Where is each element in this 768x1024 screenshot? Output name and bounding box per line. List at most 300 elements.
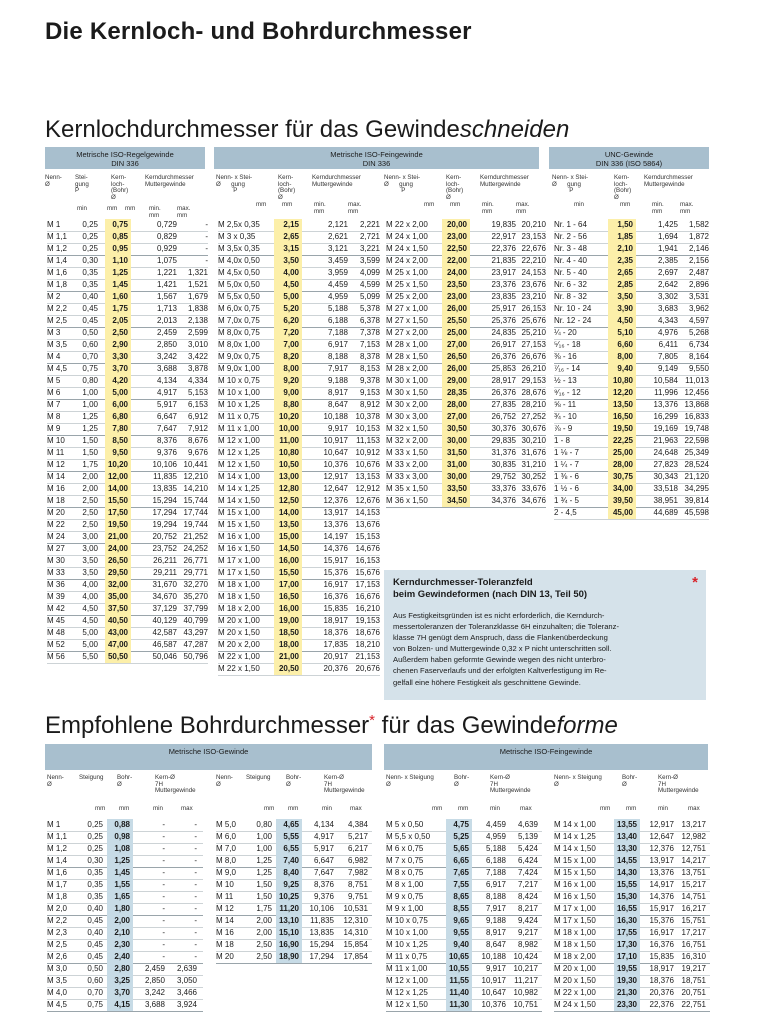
table-cell: - xyxy=(162,892,165,901)
table-cell: 0,829 xyxy=(156,232,177,241)
highlight-cell: 27,00 xyxy=(442,411,470,423)
table-row xyxy=(47,543,208,555)
highlight-cell: 19,55 xyxy=(614,963,640,975)
table-cell: 5,378 xyxy=(359,304,380,313)
highlight-cell: 21,30 xyxy=(614,987,640,999)
highlight-cell: 19,50 xyxy=(105,519,131,531)
table-cell: M 7 x 0,75 xyxy=(386,856,424,865)
table-cell: 8,164 xyxy=(688,352,709,361)
table-cell: M 6,0 xyxy=(216,832,237,841)
table-row xyxy=(47,975,203,987)
table-cell: 4,459 xyxy=(327,280,348,289)
highlight-cell: 0,98 xyxy=(107,831,133,843)
table-cell: 11,835 xyxy=(153,472,177,481)
column-header: Nenn- x Stei- Ø gung P xyxy=(384,174,421,195)
table-cell: Nr. 12 - 24 xyxy=(554,316,592,325)
table-cell: - xyxy=(194,928,197,937)
table-cell: 2,50 xyxy=(256,952,272,961)
table-row xyxy=(218,591,380,603)
table-row xyxy=(554,267,709,279)
table-row xyxy=(47,459,208,471)
banner-line: UNC-Gewinde xyxy=(604,150,654,159)
table-row xyxy=(218,399,380,411)
table-cell: 44,689 xyxy=(653,508,678,517)
table-cell: 27,823 xyxy=(653,460,678,469)
table-cell: M 5,0x 0,50 xyxy=(218,280,260,289)
highlight-cell: 6,20 xyxy=(274,315,302,327)
table-cell: M 30 xyxy=(47,556,65,565)
table-cell: 1,75 xyxy=(256,904,272,913)
table-cell: 11,013 xyxy=(685,376,709,385)
table-cell: 20,210 xyxy=(521,220,546,229)
column-header: mm xyxy=(432,805,443,812)
table-cell: 4,917 xyxy=(313,832,334,841)
highlight-cell: 14,50 xyxy=(274,543,302,555)
table-cell: 9,424 xyxy=(517,916,538,925)
table-row xyxy=(554,843,710,855)
table-cell: 31,670 xyxy=(152,580,177,589)
table-cell: 9,188 xyxy=(327,376,348,385)
highlight-cell: 2,15 xyxy=(274,219,302,231)
table-row xyxy=(386,999,542,1011)
table-row xyxy=(386,987,542,999)
highlight-cell: 16,55 xyxy=(614,903,640,915)
highlight-cell: 9,40 xyxy=(608,363,636,375)
table-cell: M 16 xyxy=(47,484,65,493)
column-header: Nenn- Ø xyxy=(47,774,64,788)
table-cell: 0,75 xyxy=(82,364,98,373)
table-cell: 1,075 xyxy=(156,256,177,265)
table-cell: 0,40 xyxy=(87,928,103,937)
table-row xyxy=(554,495,709,507)
table-cell: M 20 x 1,00 xyxy=(554,964,596,973)
table-row xyxy=(218,471,380,483)
column-header: mm xyxy=(424,201,435,208)
highlight-cell: 3,50 xyxy=(608,291,636,303)
table-cell: 2,850 xyxy=(156,340,177,349)
highlight-cell: 9,20 xyxy=(274,375,302,387)
table-cell: 14,217 xyxy=(681,856,706,865)
table-row xyxy=(218,387,380,399)
table-cell: 17,217 xyxy=(681,928,706,937)
table-cell: 16,833 xyxy=(684,412,709,421)
banner-line: Metrische ISO-Gewinde xyxy=(168,747,249,756)
table-cell: M 4,5 xyxy=(47,1000,68,1009)
table-row xyxy=(47,255,208,267)
table-cell: 23,210 xyxy=(521,292,546,301)
table-cell: 5,139 xyxy=(517,832,538,841)
table-cell: 2,721 xyxy=(359,232,380,241)
table-cell: 16,751 xyxy=(681,940,706,949)
table-cell: 20,752 xyxy=(152,532,177,541)
tolerance-title: Kerndurchmesser-Toleranzfeld beim Gewindeformen (nach DIN 13, Teil 50) xyxy=(393,577,588,600)
column-header: Steigung xyxy=(246,774,271,781)
table-cell: 4,00 xyxy=(82,592,98,601)
table-cell: 2,621 xyxy=(327,232,348,241)
highlight-cell: 1,10 xyxy=(105,255,131,267)
highlight-cell: 2,40 xyxy=(107,951,133,963)
highlight-cell: 7,00 xyxy=(274,339,302,351)
table-cell: 10,424 xyxy=(513,952,538,961)
table-cell: 16,917 xyxy=(323,580,348,589)
table-cell: M 20 x 1,50 xyxy=(554,976,596,985)
column-header: mm xyxy=(450,201,461,208)
highlight-cell: 8,50 xyxy=(105,435,131,447)
table-cell: 20,376 xyxy=(323,664,348,673)
table-cell: 10,376 xyxy=(481,1000,506,1009)
highlight-cell: 7,65 xyxy=(446,867,472,879)
table-cell: 15,217 xyxy=(681,880,706,889)
table-cell: 21,153 xyxy=(355,652,380,661)
highlight-cell: 1,55 xyxy=(107,879,133,891)
table-cell: 31,376 xyxy=(491,448,516,457)
table-row xyxy=(47,567,208,579)
highlight-cell: 1,45 xyxy=(105,279,131,291)
table-cell: ⁹⁄₁₆ - 12 xyxy=(554,388,581,397)
table-cell: 8,982 xyxy=(517,940,538,949)
table-cell: 17,153 xyxy=(355,580,380,589)
table-cell: 0,80 xyxy=(82,376,98,385)
table-row xyxy=(386,363,546,375)
highlight-cell: 2,65 xyxy=(608,267,636,279)
table-cell: M 48 xyxy=(47,628,65,637)
table-cell: M 27 x 1,00 xyxy=(386,304,428,313)
highlight-cell: 4,15 xyxy=(107,999,133,1011)
table-cell: - xyxy=(162,940,165,949)
highlight-cell: 10,50 xyxy=(274,459,302,471)
table-cell: 19,835 xyxy=(491,220,516,229)
highlight-cell: 9,65 xyxy=(446,915,472,927)
banner-iso-gewinde xyxy=(45,744,372,770)
table-cell: 8,676 xyxy=(187,436,208,445)
table-cell: 34,376 xyxy=(491,496,516,505)
table-cell: 20,917 xyxy=(323,652,348,661)
table-cell: 0,729 xyxy=(156,220,177,229)
table-cell: M 2,5 xyxy=(47,940,68,949)
table-row xyxy=(47,651,208,663)
table-cell: M 52 xyxy=(47,640,65,649)
table-cell: 15,294 xyxy=(152,496,177,505)
table-row xyxy=(47,447,208,459)
table-cell: M 22 x 1,00 xyxy=(218,652,260,661)
table-cell: 27,153 xyxy=(521,340,546,349)
table-cell: 13,376 xyxy=(323,520,348,529)
column-header: mm xyxy=(600,805,611,812)
table-row xyxy=(554,219,709,231)
table-row xyxy=(47,219,208,231)
table-cell: M 18 xyxy=(47,496,65,505)
table-cell: M 32 x 2,00 xyxy=(386,436,428,445)
table-cell: 4,099 xyxy=(359,268,380,277)
table-cell: 7,912 xyxy=(187,424,208,433)
table-cell: 17,835 xyxy=(323,640,348,649)
table-cell: M 1,7 xyxy=(47,880,68,889)
table-cell: 10,584 xyxy=(653,376,678,385)
highlight-cell: 43,00 xyxy=(105,627,131,639)
highlight-cell: 25,00 xyxy=(442,327,470,339)
table-cell: 15,917 xyxy=(323,556,348,565)
table-row xyxy=(47,999,203,1011)
table-row xyxy=(554,375,709,387)
table-cell: 0,35 xyxy=(82,280,98,289)
table-cell: 38,951 xyxy=(653,496,678,505)
table-cell: 0,80 xyxy=(256,820,272,829)
table-cell: 18,751 xyxy=(681,976,706,985)
table-row xyxy=(386,819,542,831)
table-cell: 22,210 xyxy=(521,256,546,265)
table-cell: M 10 x 1,00 xyxy=(218,388,260,397)
highlight-cell: 20,50 xyxy=(274,663,302,675)
table-cell: M 12 x 1,25 xyxy=(218,448,260,457)
table-cell: M 16 x 1,00 xyxy=(218,532,260,541)
table-row xyxy=(47,483,208,495)
highlight-cell: 11,55 xyxy=(446,975,472,987)
table-cell: M 10 xyxy=(216,880,234,889)
table-row xyxy=(218,627,380,639)
table-row xyxy=(554,411,709,423)
table-cell: 15,854 xyxy=(343,940,368,949)
highlight-cell: 19,50 xyxy=(608,423,636,435)
highlight-cell: 2,35 xyxy=(608,255,636,267)
table-cell: 6,647 xyxy=(156,412,177,421)
table-cell: - xyxy=(162,868,165,877)
table-cell: 1,25 xyxy=(82,412,98,421)
table-row xyxy=(554,387,709,399)
table-cell: 26,771 xyxy=(183,556,208,565)
table-cell: - xyxy=(194,940,197,949)
highlight-cell: 47,00 xyxy=(105,639,131,651)
highlight-cell: 34,00 xyxy=(608,483,636,495)
highlight-cell: 14,30 xyxy=(614,867,640,879)
table-cell: 1,00 xyxy=(256,844,272,853)
highlight-cell: 0,75 xyxy=(105,219,131,231)
table-row xyxy=(216,819,372,831)
table-cell: 19,744 xyxy=(183,520,208,529)
table-row xyxy=(386,303,546,315)
highlight-cell: 1,80 xyxy=(107,903,133,915)
table-cell: 20,751 xyxy=(681,988,706,997)
table-row xyxy=(218,219,380,231)
table-cell: 2,50 xyxy=(256,940,272,949)
table-cell: 4,00 xyxy=(82,580,98,589)
table-row xyxy=(47,351,208,363)
table-row xyxy=(554,483,709,495)
table-cell: 3,466 xyxy=(176,988,197,997)
table-cell: M 27 x 1,50 xyxy=(386,316,428,325)
table-cell: - xyxy=(162,856,165,865)
table-cell: 7,982 xyxy=(347,868,368,877)
table-row xyxy=(386,903,542,915)
table-cell: 0,30 xyxy=(82,256,98,265)
table-cell: 3,050 xyxy=(176,976,197,985)
table-cell: 5,268 xyxy=(688,328,709,337)
table-cell: M 8 x 1,00 xyxy=(386,880,424,889)
highlight-cell: 2,10 xyxy=(608,243,636,255)
table-cell: 26,752 xyxy=(491,412,516,421)
table-cell: M 56 xyxy=(47,652,65,661)
highlight-cell: 35,00 xyxy=(105,591,131,603)
table-row xyxy=(386,243,546,255)
table-cell: 10,153 xyxy=(355,424,380,433)
table-row xyxy=(47,879,203,891)
banner-line: DIN 336 (ISO 5864) xyxy=(595,159,663,168)
table-cell: M 27 xyxy=(47,544,65,553)
banner-iso-feingewinde xyxy=(214,147,539,169)
table-cell: 1 ⅛ - 7 xyxy=(554,448,579,457)
table-cell: 3,599 xyxy=(359,256,380,265)
heading-italic: schneiden xyxy=(459,116,570,143)
table-cell: 0,45 xyxy=(87,952,103,961)
column-header: Kerndurchmesser Muttergewinde xyxy=(480,174,529,188)
table-cell: 43,297 xyxy=(183,628,208,637)
table-cell: M 32 x 1,50 xyxy=(386,424,428,433)
highlight-cell: 30,75 xyxy=(608,471,636,483)
table-cell: 2,00 xyxy=(256,928,272,937)
table-cell: 24,648 xyxy=(653,448,678,457)
table-row xyxy=(47,375,208,387)
table-cell: 1,679 xyxy=(187,292,208,301)
highlight-cell: 15,30 xyxy=(614,891,640,903)
table-cell: 1 ¼ - 7 xyxy=(554,460,579,469)
highlight-cell: 13,10 xyxy=(276,915,302,927)
table-cell: 8,217 xyxy=(517,904,538,913)
highlight-cell: 11,00 xyxy=(274,435,302,447)
column-header: min. mm xyxy=(149,205,161,219)
highlight-cell: 25,50 xyxy=(442,315,470,327)
table-row xyxy=(47,951,203,963)
highlight-cell: 4,65 xyxy=(276,819,302,831)
table-cell: 40,799 xyxy=(183,616,208,625)
table-cell: M 18 x 2,00 xyxy=(218,604,260,613)
table-row xyxy=(218,495,380,507)
table-cell: 4,976 xyxy=(657,328,678,337)
table-cell: 8,647 xyxy=(485,940,506,949)
highlight-cell: 2,50 xyxy=(105,327,131,339)
table-cell: 6,188 xyxy=(327,316,348,325)
table-cell: M 12 xyxy=(216,904,234,913)
asterisk-mark: * xyxy=(369,712,376,729)
table-cell: M 28 x 2,00 xyxy=(386,364,428,373)
table-cell: 19,169 xyxy=(653,424,678,433)
highlight-cell: 4,50 xyxy=(608,315,636,327)
table-cell: M 9 x 1,00 xyxy=(386,904,424,913)
table-cell: 16,917 xyxy=(649,928,674,937)
table-cell: 17,854 xyxy=(343,952,368,961)
column-header: min. mm xyxy=(482,201,494,215)
highlight-cell: 22,00 xyxy=(442,255,470,267)
table-cell: M 30 x 2,00 xyxy=(386,400,428,409)
highlight-cell: 6,55 xyxy=(276,843,302,855)
table-cell: 3,688 xyxy=(144,1000,165,1009)
table-row xyxy=(554,327,709,339)
table-row xyxy=(218,375,380,387)
table-cell: 3,00 xyxy=(82,544,98,553)
table-row xyxy=(216,879,372,891)
highlight-cell: 7,40 xyxy=(276,855,302,867)
highlight-cell: 12,00 xyxy=(105,471,131,483)
table-cell: M 35 x 1,50 xyxy=(386,484,428,493)
table-cell: 9,376 xyxy=(156,448,177,457)
table-cell: 50,046 xyxy=(152,652,177,661)
column-header: max. mm xyxy=(177,205,191,219)
column-header: max xyxy=(181,805,193,812)
table-cell: 6,188 xyxy=(485,856,506,865)
table-cell: 6,153 xyxy=(187,400,208,409)
table-cell: 0,25 xyxy=(87,832,103,841)
highlight-cell: 9,25 xyxy=(276,879,302,891)
highlight-cell: 18,90 xyxy=(276,951,302,963)
table-cell: 0,40 xyxy=(82,292,98,301)
table-cell: 2,00 xyxy=(256,916,272,925)
table-row xyxy=(47,231,208,243)
table-row xyxy=(386,447,546,459)
highlight-cell: 7,55 xyxy=(446,879,472,891)
highlight-cell: 1,50 xyxy=(608,219,636,231)
table-cell: 11,835 xyxy=(310,916,334,925)
table-cell: 7,805 xyxy=(657,352,678,361)
table-cell: 1,50 xyxy=(82,436,98,445)
table-cell: Nr. 4 - 40 xyxy=(554,256,587,265)
banner-line: DIN 336 xyxy=(362,159,391,168)
row-divider xyxy=(216,963,372,964)
table-cell: M 1,4 xyxy=(47,256,68,265)
table-cell: 1,75 xyxy=(82,460,98,469)
table-row xyxy=(47,279,208,291)
table-cell: M 6 xyxy=(47,388,61,397)
table-cell: 26,917 xyxy=(491,340,516,349)
table-cell: - xyxy=(194,832,197,841)
table-row xyxy=(218,555,380,567)
table-cell: M 3,5 xyxy=(47,340,68,349)
table-cell: M 11 xyxy=(47,448,65,457)
table-cell: M 1,8 xyxy=(47,280,68,289)
table-row xyxy=(218,579,380,591)
table-cell: M 10 xyxy=(47,436,65,445)
highlight-cell: 14,00 xyxy=(105,483,131,495)
table-row xyxy=(554,831,710,843)
table-cell: M 1,1 xyxy=(47,232,68,241)
table-cell: 26,376 xyxy=(491,388,516,397)
table-cell: 3,924 xyxy=(176,1000,197,1009)
table-row xyxy=(554,399,709,411)
table-row xyxy=(554,903,710,915)
table-row xyxy=(47,579,208,591)
table-cell: M 18 x 1,00 xyxy=(218,580,260,589)
highlight-cell: 3,50 xyxy=(274,255,302,267)
table-cell: M 36 x 1,50 xyxy=(386,496,428,505)
table-cell: 25,210 xyxy=(521,328,546,337)
highlight-cell: 1,75 xyxy=(105,303,131,315)
table-cell: M 2,0 xyxy=(47,904,68,913)
table-cell: 10,188 xyxy=(481,952,506,961)
table-row xyxy=(554,507,709,519)
table-cell: 13,153 xyxy=(355,472,380,481)
table-row xyxy=(218,615,380,627)
table-cell: Nr. 10 - 24 xyxy=(554,304,592,313)
table-cell: M 6 x 0,75 xyxy=(386,844,424,853)
table-cell: 26,210 xyxy=(521,364,546,373)
table-row xyxy=(554,471,709,483)
table-row xyxy=(554,291,709,303)
table-cell: M 22 x 2,00 xyxy=(386,220,428,229)
table-cell: M 22 x 1,00 xyxy=(554,988,596,997)
table-row xyxy=(47,903,203,915)
table-cell: M 2,5 xyxy=(47,316,68,325)
table-cell: - xyxy=(194,952,197,961)
table-cell: 0,30 xyxy=(87,856,103,865)
table-row xyxy=(47,303,208,315)
table-row xyxy=(47,831,203,843)
